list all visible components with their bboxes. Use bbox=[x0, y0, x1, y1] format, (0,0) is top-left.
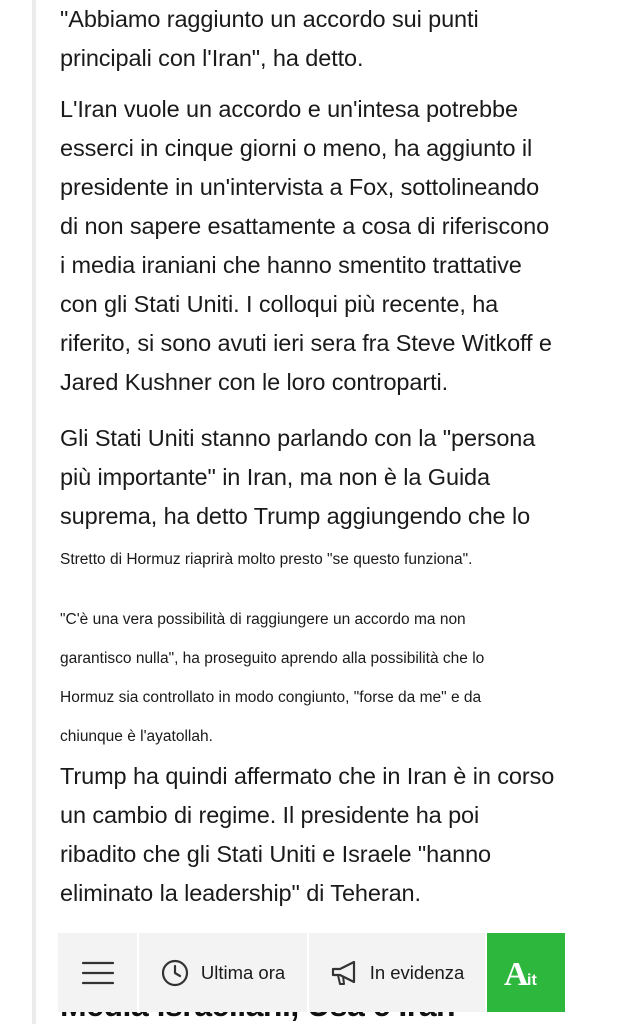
article-paragraph-small bbox=[60, 550, 605, 570]
agenzia-italia-logo[interactable] bbox=[485, 933, 565, 1012]
text-line: Stretto di Hormuz riaprirà molto presto "se questo funziona". bbox=[60, 551, 473, 568]
text-line: eliminato la leadership" di Teheran. bbox=[60, 880, 421, 906]
text-line: Gli Stati Uniti stanno parlando con la "persona bbox=[60, 425, 536, 451]
featured-label: In evidenza bbox=[369, 961, 465, 983]
article-paragraph bbox=[60, 419, 605, 536]
menu-button[interactable] bbox=[58, 933, 137, 1012]
text-line: garantisco nulla", ha proseguito aprendo alla possibilità che lo bbox=[60, 650, 485, 667]
featured-button[interactable] bbox=[307, 933, 485, 1012]
text-line: chiunque è l'ayatollah. bbox=[60, 728, 213, 745]
text-line: ribadito che gli Stati Uniti e Israele "hanno bbox=[60, 841, 492, 867]
article-paragraph-small bbox=[60, 600, 605, 756]
text-line: più importante" in Iran, ma non è la Guida bbox=[60, 464, 490, 490]
text-line: presidente in un'intervista a Fox, sottolineando bbox=[60, 174, 540, 200]
megaphone-icon bbox=[330, 960, 360, 986]
text-line: principali con l'Iran", ha detto. bbox=[60, 45, 364, 71]
text-line: con gli Stati Uniti. I colloqui più recente, ha bbox=[60, 291, 499, 317]
bottom-navigation-bar bbox=[58, 933, 565, 1012]
latest-news-button[interactable] bbox=[137, 933, 307, 1012]
logo-mark bbox=[498, 953, 554, 993]
article-paragraph bbox=[60, 757, 605, 913]
text-line: i media iraniani che hanno smentito trattative bbox=[60, 252, 522, 278]
left-margin-rule bbox=[32, 0, 36, 1024]
text-line: un cambio di regime. Il presidente ha poi bbox=[60, 802, 480, 828]
article-paragraph bbox=[60, 0, 605, 78]
clock-icon bbox=[161, 959, 189, 987]
text-line: riferito, si sono avuti ieri sera fra Steve Witkoff e bbox=[60, 330, 552, 356]
text-line: "C'è una vera possibilità di raggiungere un accordo ma non bbox=[60, 611, 466, 628]
text-line: Hormuz sia controllato in modo congiunto, "forse da me" e da bbox=[60, 689, 482, 706]
text-line: esserci in cinque giorni o meno, ha aggiunto il bbox=[60, 135, 533, 161]
article-paragraph bbox=[60, 90, 605, 402]
text-line: Trump ha quindi affermato che in Iran è in corso bbox=[60, 763, 555, 789]
hamburger-menu-icon bbox=[82, 961, 114, 985]
text-line: suprema, ha detto Trump aggiungendo che lo bbox=[60, 503, 531, 529]
text-line: "Abbiamo raggiunto un accordo sui punti bbox=[60, 6, 479, 32]
logo-letter: A bbox=[504, 955, 529, 993]
latest-news-label: Ultima ora bbox=[200, 961, 286, 983]
text-line: Jared Kushner con le loro controparti. bbox=[60, 369, 449, 395]
text-line: di non sapere esattamente a cosa di riferiscono bbox=[60, 213, 550, 239]
logo-suffix: it bbox=[527, 971, 537, 989]
text-line: L'Iran vuole un accordo e un'intesa potrebbe bbox=[60, 96, 518, 122]
